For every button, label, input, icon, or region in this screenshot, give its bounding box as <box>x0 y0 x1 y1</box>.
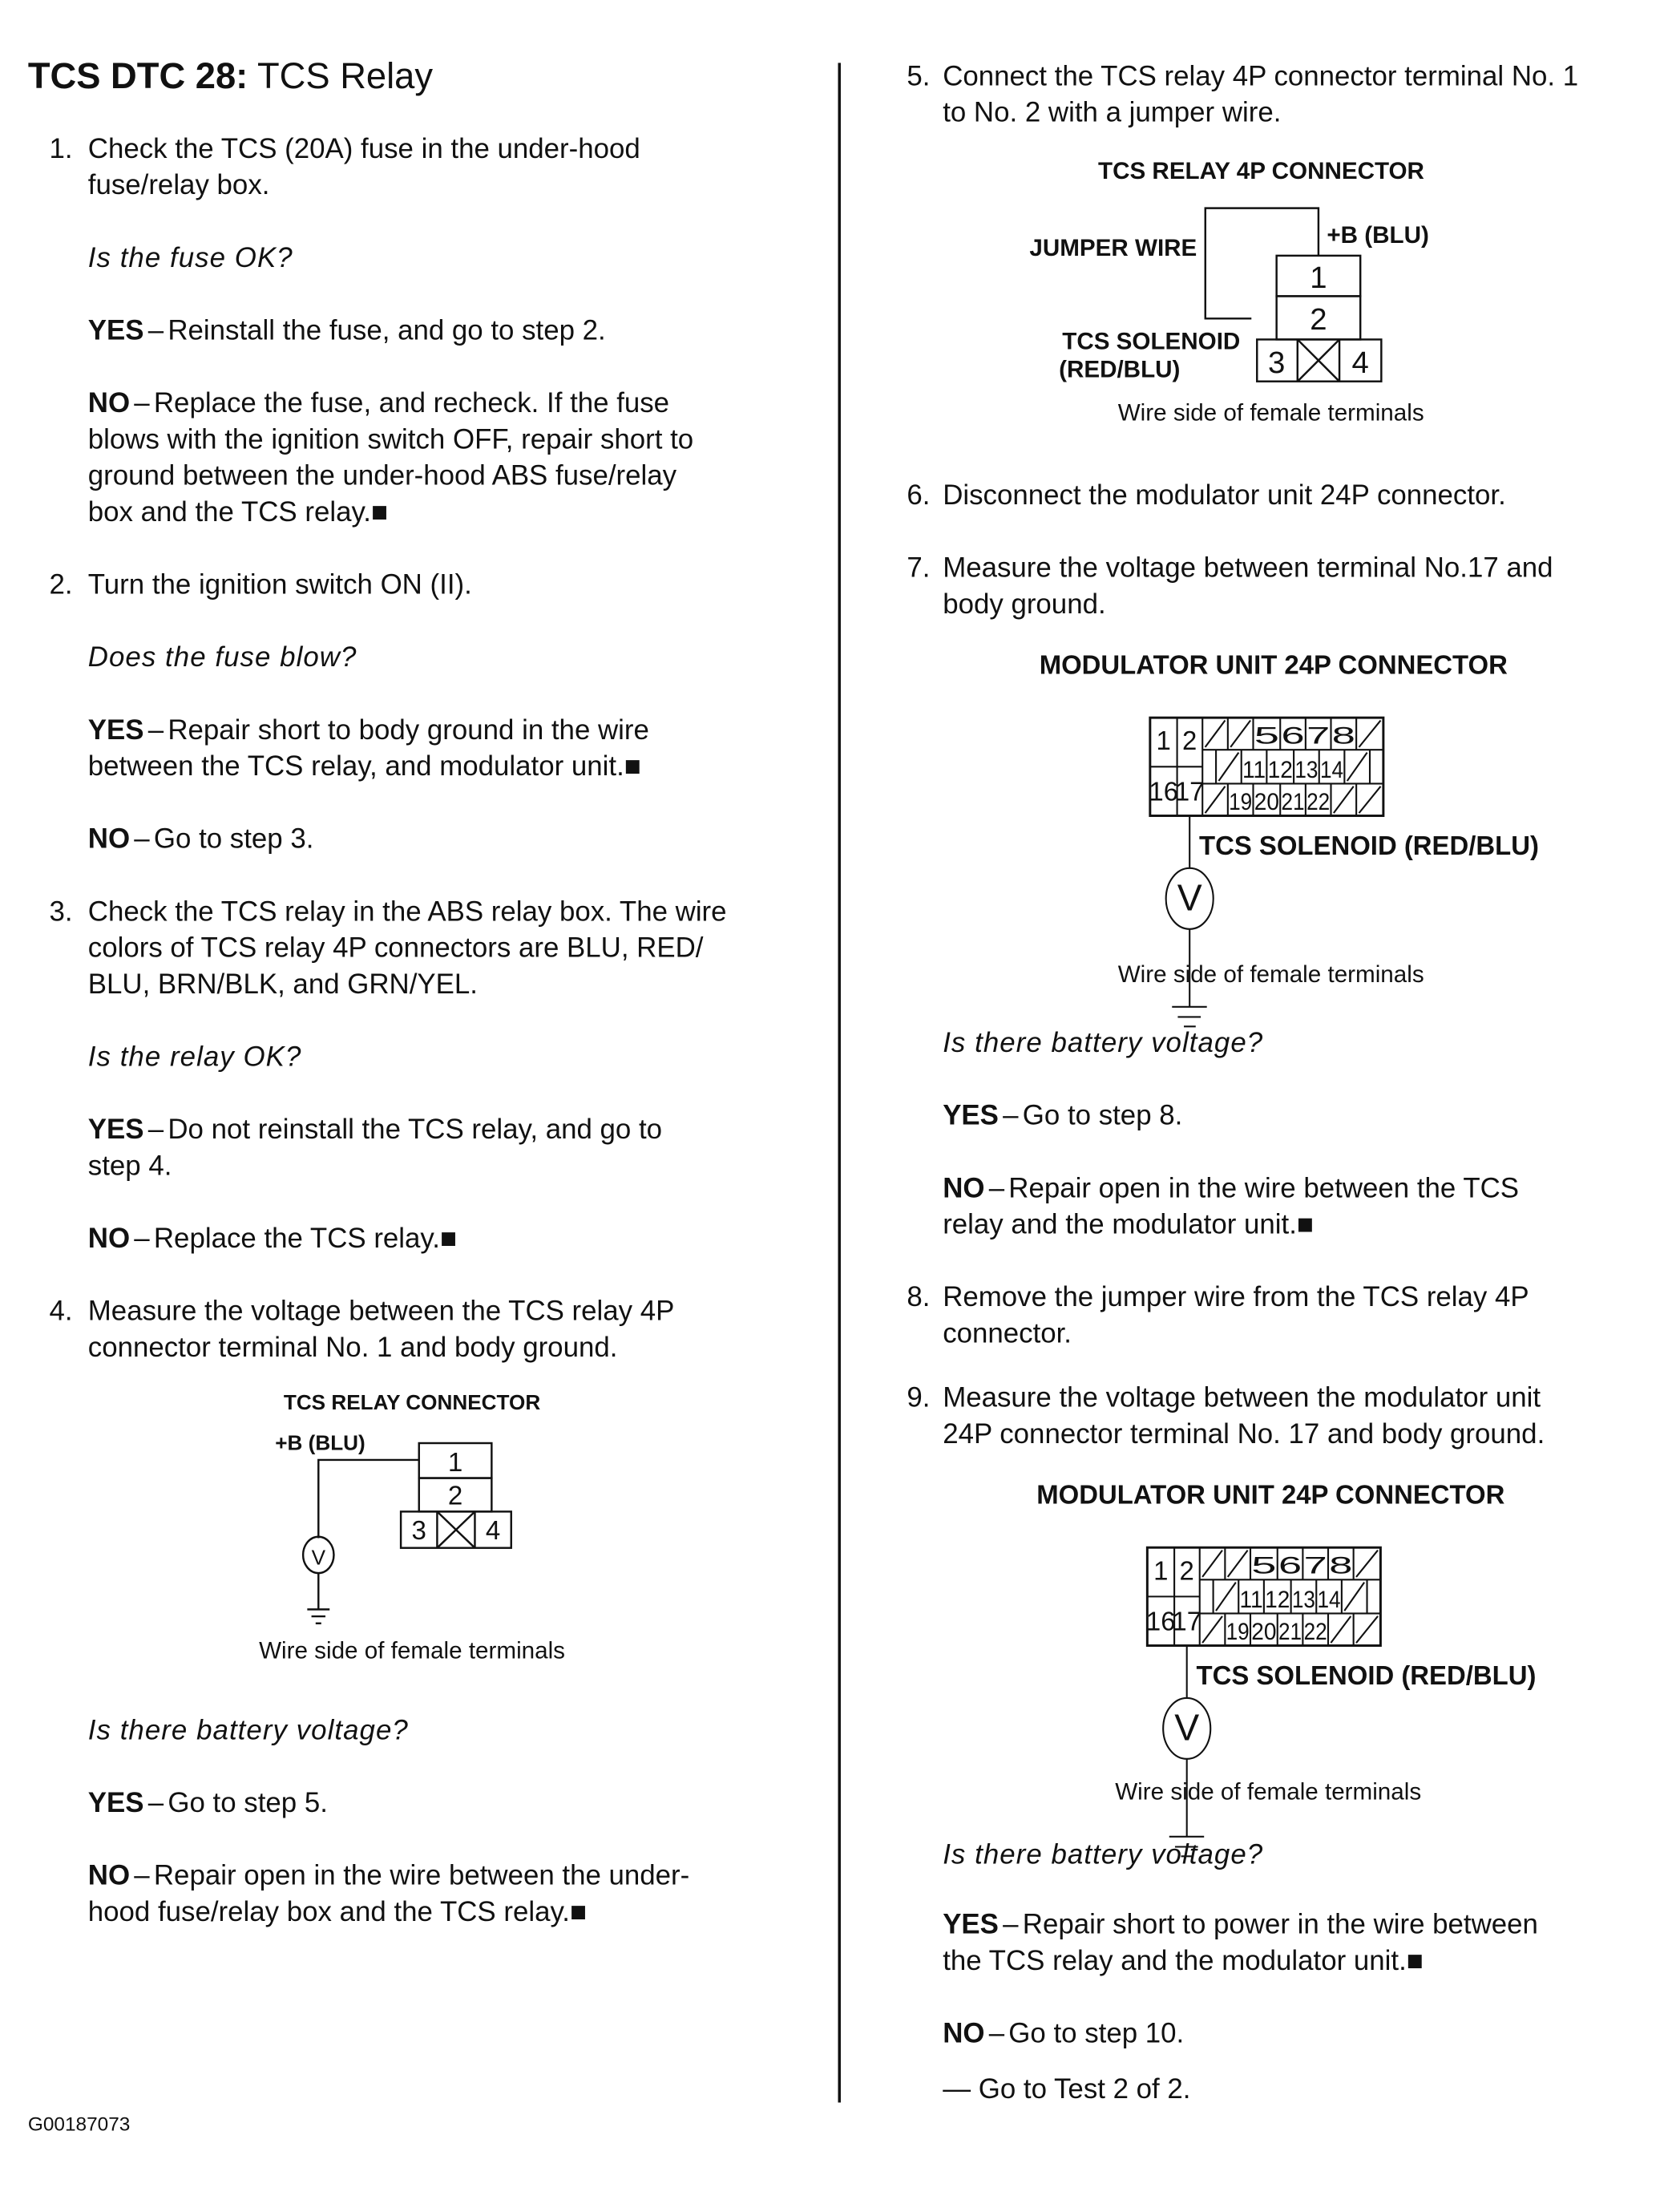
question-text: Is the fuse OK? <box>87 243 293 274</box>
terminal-cell: 1 <box>1153 1555 1169 1586</box>
terminal-cell: 7 <box>1303 1552 1327 1579</box>
blank-terminal-slash <box>1202 1616 1222 1643</box>
answer-text: ground between the under-hood ABS fuse/relay <box>87 461 677 492</box>
terminal-cell: 21 <box>1281 788 1305 815</box>
terminal-2: 2 <box>1310 302 1327 338</box>
question-text: Is there battery voltage? <box>943 1839 1264 1871</box>
relay-connector-caption: Wire side of female terminals <box>259 1637 566 1664</box>
step-text: connector. <box>943 1318 1072 1350</box>
answer-body: Repair short to body ground in the wire <box>168 715 649 746</box>
terminal-3: 3 <box>411 1516 426 1547</box>
terminal-cell: 6 <box>1281 722 1305 750</box>
voltmeter-symbol: V <box>1174 1706 1200 1749</box>
step-text: connector terminal No. 1 and body ground. <box>87 1332 618 1364</box>
terminal-4: 4 <box>485 1516 501 1547</box>
blank-terminal-slash <box>1359 787 1381 813</box>
answer-body: Repair short to power in the wire between <box>1022 1909 1538 1941</box>
answer-label: YES <box>87 1788 144 1819</box>
plus-b-label: +B (BLU) <box>1327 222 1429 249</box>
blank-terminal-slash <box>1356 1551 1378 1577</box>
terminal-cell: 1 <box>1156 726 1171 756</box>
step-text: fuse/relay box. <box>87 170 270 201</box>
step-number: 5. <box>907 61 931 93</box>
terminal-cell: 14 <box>1320 756 1344 783</box>
terminal-4: 4 <box>1351 346 1369 381</box>
step-text: colors of TCS relay 4P connectors are BLU, RED/ <box>87 932 704 964</box>
answer-body: Go to step 8. <box>1022 1101 1183 1132</box>
step-text: Remove the jumper wire from the TCS relay 4P <box>943 1282 1529 1313</box>
terminal-cell: 16 <box>1149 776 1179 807</box>
ground-icon <box>1172 1007 1206 1026</box>
step-number: 7. <box>907 553 931 584</box>
modulator-connector <box>1147 1547 1380 1856</box>
solenoid-label: TCS SOLENOID <box>1062 328 1241 355</box>
blank-terminal-slash <box>1359 721 1381 747</box>
terminal-cell: 11 <box>1239 1586 1263 1613</box>
step-text: Measure the voltage between the modulator unit <box>943 1383 1541 1414</box>
answer-label: NO <box>943 1173 985 1205</box>
blank-terminal-slash <box>1216 1583 1236 1611</box>
dash: – <box>988 2018 1005 2050</box>
answer-label: YES <box>943 1909 999 1941</box>
terminal-cell: 19 <box>1229 788 1253 815</box>
terminal-cell: 13 <box>1291 1586 1315 1613</box>
step-text: body ground. <box>943 589 1106 621</box>
answer-body: Repair open in the wire between the under- <box>153 1861 690 1892</box>
modulator-title: MODULATOR UNIT 24P CONNECTOR <box>1036 1479 1505 1510</box>
jumper-wire-label: JUMPER WIRE <box>1029 234 1197 261</box>
solenoid-label: TCS SOLENOID (RED/BLU) <box>1196 1660 1537 1691</box>
terminal-cell: 20 <box>1251 1618 1277 1645</box>
answer-body: Go to step 3. <box>153 824 314 855</box>
terminal-cell: 8 <box>1329 1552 1353 1579</box>
blank-terminal-slash <box>1206 787 1226 813</box>
step-text: Measure the voltage between terminal No.17 and <box>943 553 1553 584</box>
dash: – <box>134 1223 150 1255</box>
terminal-cell: 20 <box>1254 788 1279 815</box>
answer-label: NO <box>943 2018 985 2050</box>
answer-text: step 4. <box>87 1150 172 1183</box>
step-text: — Go to Test 2 of 2. <box>943 2074 1191 2105</box>
dtc-name: TCS Relay <box>248 54 434 97</box>
blank-terminal-slash <box>1344 1583 1364 1611</box>
blank-terminal-slash <box>1347 753 1367 781</box>
dash: – <box>134 824 150 855</box>
dash: – <box>147 715 164 746</box>
blank-terminal-slash <box>1356 1616 1378 1643</box>
step-number: 6. <box>907 480 931 512</box>
step-text: Turn the ignition switch ON (II). <box>87 569 472 601</box>
terminal-cell: 16 <box>1145 1606 1176 1636</box>
blank-terminal-slash <box>1228 1551 1248 1577</box>
step-number: 3. <box>49 896 73 928</box>
answer-text: box and the TCS relay.■ <box>87 497 389 528</box>
terminal-cell: 7 <box>1306 722 1331 750</box>
step-text: Disconnect the modulator unit 24P connector. <box>943 480 1506 512</box>
question-text: Is there battery voltage? <box>87 1715 409 1747</box>
answer-text: hood fuse/relay box and the TCS relay.■ <box>87 1897 588 1928</box>
step-text: to No. 2 with a jumper wire. <box>943 97 1282 129</box>
terminal-cell: 11 <box>1242 756 1266 783</box>
modulator-diagram-1 <box>1040 649 1539 1026</box>
step-text: BLU, BRN/BLK, and GRN/YEL. <box>87 969 478 1001</box>
terminal-cell: 17 <box>1174 776 1205 807</box>
dash: – <box>147 1788 164 1819</box>
figure-id: G00187073 <box>27 2112 131 2135</box>
solenoid-label: TCS SOLENOID (RED/BLU) <box>1198 830 1539 860</box>
dash: – <box>1003 1101 1019 1132</box>
answer-body: Replace the fuse, and recheck. If the fuse <box>153 388 670 419</box>
answer-text: blows with the ignition switch OFF, repair short to <box>87 424 694 456</box>
modulator-caption-2: Wire side of female terminals <box>1115 1778 1422 1806</box>
step-text: Measure the voltage between the TCS relay 4P <box>87 1296 675 1328</box>
relay-4p-title: TCS RELAY 4P CONNECTOR <box>1097 158 1424 185</box>
blank-terminal-slash <box>1334 787 1354 813</box>
terminal-cell: 14 <box>1317 1586 1341 1613</box>
step-number: 8. <box>907 1282 931 1313</box>
voltmeter-symbol: V <box>311 1545 326 1570</box>
terminal-cell: 22 <box>1306 788 1331 815</box>
blank-terminal-slash <box>1331 1616 1351 1643</box>
dash: – <box>134 388 150 419</box>
step-text: Connect the TCS relay 4P connector terminal No. 1 <box>943 61 1579 93</box>
dash: – <box>134 1861 150 1892</box>
answer-body: Go to step 10. <box>1008 2018 1185 2050</box>
terminal-cell: 13 <box>1294 756 1319 783</box>
terminal-1: 1 <box>447 1447 463 1478</box>
dash: – <box>147 315 164 347</box>
blank-terminal-slash <box>1202 1551 1222 1577</box>
relay-4p-diagram <box>1029 158 1428 382</box>
modulator-connector <box>1150 718 1383 1026</box>
modulator-diagram-2 <box>1036 1479 1536 1856</box>
answer-label: YES <box>87 315 144 347</box>
terminal-cell: 22 <box>1303 1618 1327 1645</box>
step-text: 24P connector terminal No. 17 and body ground. <box>943 1419 1545 1450</box>
terminal-cell: 12 <box>1265 1586 1290 1613</box>
question-text: Does the fuse blow? <box>87 642 357 673</box>
terminal-cell: 5 <box>1254 722 1279 750</box>
blank-terminal-slash <box>1218 753 1238 781</box>
step-number: 1. <box>49 134 73 165</box>
step-text: Check the TCS (20A) fuse in the under-hood <box>87 134 640 165</box>
ground-icon <box>1169 1837 1204 1856</box>
terminal-cell: 2 <box>1182 726 1197 756</box>
answer-text: between the TCS relay, and modulator unit.■ <box>87 751 641 782</box>
answer-body: Go to step 5. <box>168 1788 328 1819</box>
terminal-cell: 12 <box>1267 756 1293 783</box>
terminal-cell: 6 <box>1278 1552 1302 1579</box>
answer-label: NO <box>87 388 131 419</box>
answer-text: the TCS relay and the modulator unit.■ <box>943 1946 1424 1977</box>
relay-4p-caption: Wire side of female terminals <box>1117 399 1424 427</box>
step-number: 9. <box>907 1383 931 1414</box>
modulator-caption-1: Wire side of female terminals <box>1117 960 1424 988</box>
relay-connector-diagram <box>275 1390 540 1624</box>
step-text: Check the TCS relay in the ABS relay box. The wire <box>87 896 727 928</box>
dtc-code: TCS DTC 28: <box>27 54 248 97</box>
terminal-cell: 17 <box>1172 1606 1201 1636</box>
terminal-cell: 2 <box>1179 1555 1194 1586</box>
answer-label: YES <box>87 715 144 746</box>
answer-label: NO <box>87 1223 131 1255</box>
blank-terminal-slash <box>1206 721 1226 747</box>
terminal-3: 3 <box>1267 346 1286 381</box>
relay-connector-title: TCS RELAY CONNECTOR <box>283 1390 541 1415</box>
step-number: 4. <box>49 1296 73 1328</box>
answer-label: YES <box>943 1101 999 1132</box>
answer-label: YES <box>87 1114 144 1146</box>
blank-terminal-slash <box>1230 721 1250 747</box>
answer-label: NO <box>87 1861 131 1892</box>
jumper-wire <box>1206 208 1319 319</box>
answer-body: Replace the TCS relay.■ <box>153 1223 458 1255</box>
question-text: Is there battery voltage? <box>943 1028 1264 1059</box>
terminal-cell: 21 <box>1278 1618 1302 1645</box>
question-text: Is the relay OK? <box>87 1041 302 1074</box>
step-number: 2. <box>49 569 73 601</box>
terminal-cell: 5 <box>1251 1552 1277 1579</box>
voltmeter-symbol: V <box>1177 876 1202 919</box>
terminal-2: 2 <box>447 1481 463 1511</box>
answer-text: relay and the modulator unit.■ <box>943 1210 1314 1241</box>
modulator-title: MODULATOR UNIT 24P CONNECTOR <box>1039 649 1508 680</box>
dash: – <box>1003 1909 1019 1941</box>
answer-body: Do not reinstall the TCS relay, and go to <box>168 1114 663 1146</box>
plus-b-label: +B (BLU) <box>275 1430 365 1455</box>
solenoid-wire-color: (RED/BLU) <box>1059 356 1181 383</box>
terminal-cell: 19 <box>1226 1618 1250 1645</box>
dash: – <box>147 1114 164 1146</box>
ground-icon <box>307 1609 329 1623</box>
answer-body: Reinstall the fuse, and go to step 2. <box>168 315 606 347</box>
dash: – <box>988 1173 1005 1205</box>
answer-label: NO <box>87 824 131 855</box>
terminal-1: 1 <box>1310 260 1327 295</box>
terminal-cell: 8 <box>1331 722 1355 750</box>
answer-body: Repair open in the wire between the TCS <box>1008 1173 1520 1205</box>
